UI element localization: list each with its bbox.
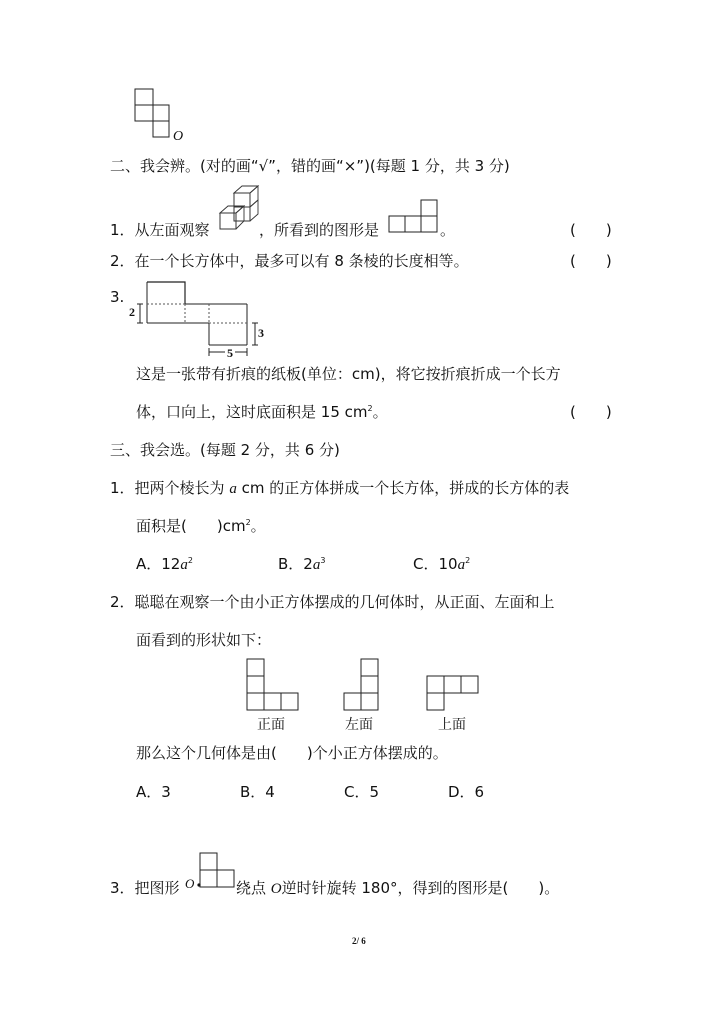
s3-q2-option-a[interactable]: A．3 (136, 783, 171, 801)
dim-label-5: 5 (227, 346, 233, 360)
s2-q3-line1: 这是一张带有折痕的纸板(单位：cm)，将它按折痕折成一个长方 (136, 365, 561, 383)
s3-q3-rest: 绕点 O逆时针旋转 180°，得到的图形是( )。 (236, 879, 560, 897)
top-view-figure (426, 675, 480, 711)
folding-paper-figure (125, 280, 275, 362)
s2-q1-end: 。 (440, 221, 456, 239)
s3-q1-option-b[interactable]: B．$2a^3$ (278, 555, 326, 573)
s2-q3-answer-paren[interactable]: ( ) (570, 403, 612, 421)
s3-q2-line2: 面看到的形状如下： (136, 631, 272, 649)
top-shape-figure (134, 88, 174, 143)
caption-top: 上面 (438, 718, 466, 733)
dim-label-2: 2 (129, 305, 135, 319)
s2-q3-number: 3. (110, 288, 125, 306)
s3-q1-option-c[interactable]: C．$10a^2$ (413, 555, 471, 573)
s3-q1-line1: 1．把两个棱长为 a cm 的正方体拼成一个长方体，拼成的长方体的表 (110, 479, 570, 497)
s3-q3-prefix: 3．把图形 (110, 879, 180, 897)
s3-q1-option-a[interactable]: A．$12a^2$ (136, 555, 193, 573)
s3-q2-line3: 那么这个几何体是由( )个小正方体摆成的。 (136, 744, 448, 762)
section2-heading: 二、我会辨。(对的画“√”，错的画“×”)(每题 1 分，共 3 分) (110, 157, 510, 175)
s2-q1-answer-paren[interactable]: ( ) (570, 221, 612, 239)
s3-q2-option-b[interactable]: B．4 (240, 783, 275, 801)
left-view-figure (343, 658, 381, 710)
s2-q2-text: 2．在一个长方体中，最多可以有 8 条棱的长度相等。 (110, 252, 469, 270)
dim-label-3: 3 (258, 326, 264, 340)
s3-q2-line1: 2．聪聪在观察一个由小正方体摆成的几何体时，从正面、左面和上 (110, 593, 555, 611)
rotate-shape-figure (195, 852, 237, 888)
section3-heading: 三、我会选。(每题 2 分，共 6 分) (110, 441, 340, 459)
page-number: 2/ 6 (352, 936, 366, 946)
s2-q1-view-figure (388, 199, 440, 235)
front-view-figure (246, 658, 300, 710)
point-o-label: O (173, 129, 184, 144)
s3-q2-option-c[interactable]: C．5 (344, 783, 380, 801)
s2-q1-prefix: 1．从左面观察 (110, 221, 210, 239)
cube-stack-figure (218, 183, 260, 233)
s2-q2-answer-paren[interactable]: ( ) (570, 252, 612, 270)
caption-left: 左面 (345, 718, 373, 733)
s2-q3-line2: 体，口向上，这时底面积是 15 $cm^2$。 (136, 403, 388, 421)
s3-q1-line2: 面积是( )$cm^2$。 (136, 517, 266, 535)
s3-q2-option-d[interactable]: D．6 (448, 783, 485, 801)
caption-front: 正面 (257, 718, 285, 733)
rotate-point-o-label: O (185, 876, 195, 891)
s2-q1-suffix: ，所看到的图形是 (259, 221, 380, 239)
